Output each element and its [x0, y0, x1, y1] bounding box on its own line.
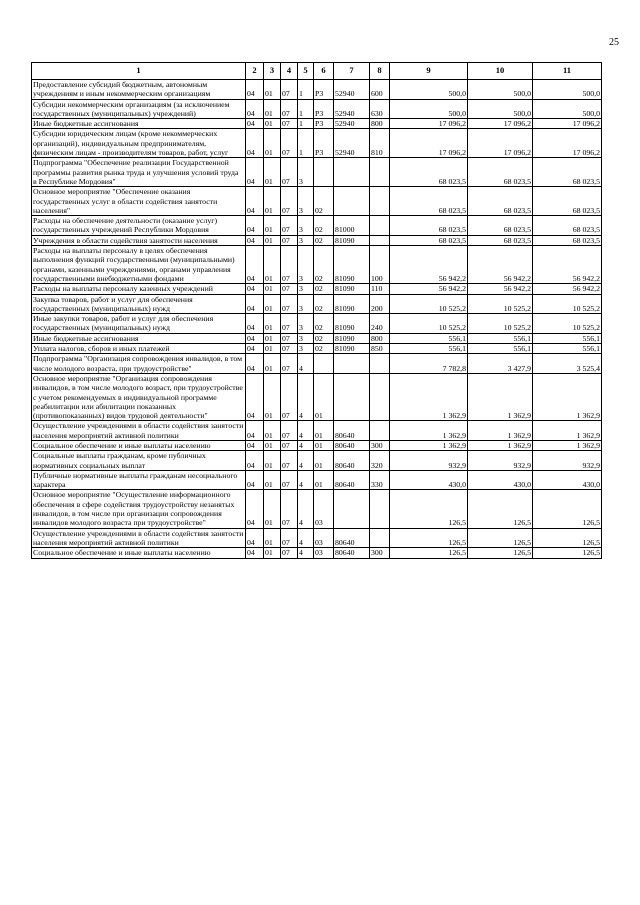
code-cell: 04 — [246, 80, 264, 100]
code-cell: 330 — [370, 470, 390, 490]
code-cell: 810 — [370, 129, 390, 158]
code-cell: 81090 — [334, 314, 370, 334]
code-cell: Р3 — [314, 99, 334, 119]
row-name-cell: Социальное обеспечение и иные выплаты населению — [32, 548, 246, 558]
code-cell: 01 — [264, 528, 281, 548]
amount-cell: 126,5 — [390, 528, 468, 548]
code-cell — [370, 158, 390, 187]
table-row — [32, 99, 602, 119]
row-name-cell: Подпрограмма "Обеспечение реализации Государственной программы развития рынка труда и улучшения условий труда в Республике Мордовия" — [32, 158, 246, 187]
amount-cell: 10 525,2 — [468, 314, 533, 334]
table-row — [32, 451, 602, 471]
amount-cell: 68 023,5 — [390, 187, 468, 216]
code-cell: 3 — [298, 187, 314, 216]
amount-cell: 126,5 — [533, 548, 602, 558]
code-cell: 52940 — [334, 119, 370, 129]
amount-cell: 1 362,9 — [533, 421, 602, 441]
code-cell — [334, 490, 370, 528]
code-cell: 52940 — [334, 80, 370, 100]
code-cell: 80640 — [334, 440, 370, 450]
code-cell: 4 — [298, 373, 314, 420]
amount-cell: 126,5 — [390, 490, 468, 528]
code-cell: 80640 — [334, 421, 370, 441]
table-row — [32, 294, 602, 314]
code-cell: 3 — [298, 284, 314, 294]
row-name-cell: Основное мероприятие "Обеспечение оказания государственных услуг в области содействия занятости населения" — [32, 187, 246, 216]
row-name-cell: Социальное обеспечение и иные выплаты населению — [32, 440, 246, 450]
column-header: 4 — [281, 63, 298, 80]
code-cell: 03 — [314, 528, 334, 548]
code-cell — [334, 187, 370, 216]
amount-cell: 1 362,9 — [390, 421, 468, 441]
code-cell — [334, 354, 370, 374]
code-cell — [370, 373, 390, 420]
amount-cell: 556,1 — [390, 344, 468, 354]
amount-cell: 126,5 — [390, 548, 468, 558]
row-name-cell: Уплата налогов, сборов и иных платежей — [32, 344, 246, 354]
code-cell: 320 — [370, 451, 390, 471]
amount-cell: 56 942,2 — [468, 246, 533, 284]
code-cell: 07 — [281, 344, 298, 354]
code-cell: 07 — [281, 470, 298, 490]
code-cell: 80640 — [334, 451, 370, 471]
amount-cell: 556,1 — [468, 333, 533, 343]
code-cell: 1 — [298, 119, 314, 129]
code-cell: 01 — [264, 216, 281, 236]
code-cell: 02 — [314, 314, 334, 334]
code-cell: 3 — [298, 314, 314, 334]
amount-cell: 68 023,5 — [533, 235, 602, 245]
code-cell: 80640 — [334, 528, 370, 548]
row-name-cell: Основное мероприятие "Организация сопровождения инвалидов, в том числе молодого возраст, при трудоустройстве с учетом рекомендуемых в индивидуальной программе реабилитации или абилитации показанных (противопоказанных) видов трудовой деятельности" — [32, 373, 246, 420]
table-row — [32, 333, 602, 343]
code-cell: 4 — [298, 440, 314, 450]
amount-cell: 1 362,9 — [390, 440, 468, 450]
column-header: 3 — [264, 63, 281, 80]
code-cell: 52940 — [334, 99, 370, 119]
code-cell: 07 — [281, 314, 298, 334]
table-row — [32, 490, 602, 528]
row-name-cell: Учреждения в области содействия занятости населения — [32, 235, 246, 245]
code-cell: 300 — [370, 440, 390, 450]
amount-cell: 126,5 — [468, 528, 533, 548]
code-cell: 04 — [246, 246, 264, 284]
code-cell: Р3 — [314, 80, 334, 100]
code-cell: 3 — [298, 216, 314, 236]
code-cell: 01 — [314, 373, 334, 420]
row-name-cell: Расходы на обеспечение деятельности (оказание услуг) государственных учреждений Республики Мордовия — [32, 216, 246, 236]
code-cell: 01 — [264, 158, 281, 187]
code-cell: Р3 — [314, 129, 334, 158]
amount-cell: 10 525,2 — [533, 294, 602, 314]
amount-cell: 1 362,9 — [468, 421, 533, 441]
amount-cell: 1 362,9 — [533, 440, 602, 450]
amount-cell: 932,9 — [468, 451, 533, 471]
page-number: 25 — [609, 37, 619, 48]
code-cell: 52940 — [334, 129, 370, 158]
code-cell: 80640 — [334, 470, 370, 490]
code-cell: 04 — [246, 470, 264, 490]
code-cell: 800 — [370, 333, 390, 343]
code-cell: 07 — [281, 421, 298, 441]
amount-cell: 500,0 — [533, 99, 602, 119]
code-cell: 3 — [298, 294, 314, 314]
amount-cell: 10 525,2 — [533, 314, 602, 334]
code-cell: 04 — [246, 373, 264, 420]
code-cell: 04 — [246, 333, 264, 343]
code-cell: 02 — [314, 294, 334, 314]
code-cell: 07 — [281, 129, 298, 158]
code-cell — [370, 187, 390, 216]
code-cell: 02 — [314, 284, 334, 294]
column-header: 8 — [370, 63, 390, 80]
code-cell: 01 — [264, 421, 281, 441]
code-cell: 07 — [281, 354, 298, 374]
code-cell: 01 — [264, 451, 281, 471]
code-cell: 01 — [264, 246, 281, 284]
code-cell: 81090 — [334, 246, 370, 284]
code-cell: 04 — [246, 129, 264, 158]
code-cell: 07 — [281, 187, 298, 216]
table-row — [32, 216, 602, 236]
code-cell: 04 — [246, 421, 264, 441]
code-cell: 04 — [246, 158, 264, 187]
amount-cell: 126,5 — [533, 528, 602, 548]
amount-cell: 17 096,2 — [533, 119, 602, 129]
table-body — [32, 80, 602, 559]
code-cell — [370, 354, 390, 374]
code-cell: 01 — [264, 333, 281, 343]
code-cell: 04 — [246, 528, 264, 548]
code-cell: 81000 — [334, 216, 370, 236]
code-cell: 4 — [298, 421, 314, 441]
table-row — [32, 548, 602, 558]
code-cell: 04 — [246, 451, 264, 471]
code-cell: 01 — [264, 80, 281, 100]
code-cell: 04 — [246, 235, 264, 245]
code-cell: 01 — [264, 490, 281, 528]
code-cell: 01 — [264, 235, 281, 245]
amount-cell: 1 362,9 — [468, 440, 533, 450]
code-cell: 07 — [281, 80, 298, 100]
code-cell: 80640 — [334, 548, 370, 558]
column-header: 10 — [468, 63, 533, 80]
code-cell: 4 — [298, 490, 314, 528]
table-row — [32, 284, 602, 294]
amount-cell: 56 942,2 — [533, 284, 602, 294]
budget-table — [31, 62, 602, 559]
row-name-cell: Расходы на выплаты персоналу в целях обеспечения выполнения функций государственными (муниципальными) органами, казенными учреждениями, органами управления государственными внебюджетными фондами — [32, 246, 246, 284]
code-cell: 01 — [264, 354, 281, 374]
amount-cell: 17 096,2 — [468, 119, 533, 129]
code-cell: 07 — [281, 294, 298, 314]
amount-cell: 430,0 — [533, 470, 602, 490]
code-cell: 07 — [281, 119, 298, 129]
code-cell: 01 — [264, 470, 281, 490]
row-name-cell: Субсидии юридическим лицам (кроме некоммерческих организаций), индивидуальным предпринимателям, физическим лицам - производителям товаров, работ, услуг — [32, 129, 246, 158]
code-cell: Р3 — [314, 119, 334, 129]
code-cell: 01 — [264, 314, 281, 334]
amount-cell: 500,0 — [533, 80, 602, 100]
row-name-cell: Предоставление субсидий бюджетным, автономным учреждениям и иным некоммерческим организациям — [32, 80, 246, 100]
table-row — [32, 528, 602, 548]
code-cell: 01 — [264, 129, 281, 158]
code-cell: 07 — [281, 99, 298, 119]
column-header: 1 — [32, 63, 246, 80]
amount-cell: 68 023,5 — [533, 216, 602, 236]
code-cell: 81090 — [334, 284, 370, 294]
code-cell: 04 — [246, 99, 264, 119]
code-cell: 4 — [298, 528, 314, 548]
table-row — [32, 119, 602, 129]
table-row — [32, 470, 602, 490]
code-cell: 07 — [281, 235, 298, 245]
code-cell: 100 — [370, 246, 390, 284]
code-cell — [370, 528, 390, 548]
code-cell: 03 — [314, 490, 334, 528]
code-cell: 4 — [298, 354, 314, 374]
row-name-cell: Осуществление учреждениями в области содействия занятости населения мероприятий активной политики — [32, 421, 246, 441]
amount-cell: 1 362,9 — [390, 373, 468, 420]
code-cell: 850 — [370, 344, 390, 354]
amount-cell: 126,5 — [468, 490, 533, 528]
amount-cell: 10 525,2 — [390, 314, 468, 334]
row-name-cell: Расходы на выплаты персоналу казенных учреждений — [32, 284, 246, 294]
amount-cell: 68 023,5 — [468, 187, 533, 216]
amount-cell: 556,1 — [533, 344, 602, 354]
code-cell: 07 — [281, 490, 298, 528]
code-cell — [334, 158, 370, 187]
amount-cell: 500,0 — [390, 99, 468, 119]
code-cell: 01 — [264, 373, 281, 420]
table-row — [32, 314, 602, 334]
amount-cell: 126,5 — [533, 490, 602, 528]
amount-cell: 3 525,4 — [533, 354, 602, 374]
amount-cell: 556,1 — [390, 333, 468, 343]
code-cell: 300 — [370, 548, 390, 558]
code-cell: 07 — [281, 440, 298, 450]
code-cell: 3 — [298, 344, 314, 354]
row-name-cell: Иные бюджетные ассигнования — [32, 119, 246, 129]
amount-cell: 1 362,9 — [533, 373, 602, 420]
row-name-cell: Осуществление учреждениями в области содействия занятости населения мероприятий активной политики — [32, 528, 246, 548]
code-cell: 02 — [314, 246, 334, 284]
code-cell: 04 — [246, 216, 264, 236]
amount-cell: 500,0 — [390, 80, 468, 100]
code-cell — [314, 158, 334, 187]
row-name-cell: Подпрограмма "Организация сопровождения инвалидов, в том числе молодого возраста, при трудоустройстве" — [32, 354, 246, 374]
amount-cell: 500,0 — [468, 99, 533, 119]
amount-cell: 10 525,2 — [390, 294, 468, 314]
amount-cell: 126,5 — [468, 548, 533, 558]
amount-cell: 68 023,5 — [468, 158, 533, 187]
code-cell: 240 — [370, 314, 390, 334]
code-cell: 3 — [298, 333, 314, 343]
table-row — [32, 129, 602, 158]
amount-cell: 17 096,2 — [390, 119, 468, 129]
amount-cell: 68 023,5 — [533, 187, 602, 216]
amount-cell: 500,0 — [468, 80, 533, 100]
row-name-cell: Иные бюджетные ассигнования — [32, 333, 246, 343]
code-cell: 04 — [246, 344, 264, 354]
code-cell: 4 — [298, 470, 314, 490]
code-cell: 630 — [370, 99, 390, 119]
column-header: 7 — [334, 63, 370, 80]
amount-cell: 68 023,5 — [390, 235, 468, 245]
code-cell — [370, 490, 390, 528]
code-cell: 04 — [246, 187, 264, 216]
row-name-cell: Иные закупки товаров, работ и услуг для обеспечения государственных (муниципальных) нужд — [32, 314, 246, 334]
table-row — [32, 158, 602, 187]
code-cell — [314, 354, 334, 374]
code-cell: 02 — [314, 344, 334, 354]
table-header-row — [32, 63, 602, 80]
code-cell: 200 — [370, 294, 390, 314]
table-row — [32, 80, 602, 100]
code-cell: 01 — [264, 99, 281, 119]
code-cell: 07 — [281, 158, 298, 187]
row-name-cell: Публичные нормативные выплаты гражданам несоциального характера — [32, 470, 246, 490]
code-cell: 1 — [298, 129, 314, 158]
code-cell: 02 — [314, 235, 334, 245]
code-cell: 04 — [246, 490, 264, 528]
amount-cell: 3 427,9 — [468, 354, 533, 374]
code-cell: 01 — [264, 294, 281, 314]
amount-cell: 10 525,2 — [468, 294, 533, 314]
code-cell: 07 — [281, 373, 298, 420]
code-cell: 3 — [298, 246, 314, 284]
code-cell: 3 — [298, 235, 314, 245]
amount-cell: 17 096,2 — [533, 129, 602, 158]
amount-cell: 56 942,2 — [468, 284, 533, 294]
code-cell: 110 — [370, 284, 390, 294]
code-cell: 3 — [298, 158, 314, 187]
code-cell: 02 — [314, 187, 334, 216]
amount-cell: 430,0 — [468, 470, 533, 490]
amount-cell: 932,9 — [533, 451, 602, 471]
row-name-cell: Закупка товаров, работ и услуг для обеспечения государственных (муниципальных) нужд — [32, 294, 246, 314]
amount-cell: 17 096,2 — [390, 129, 468, 158]
code-cell: 04 — [246, 119, 264, 129]
code-cell: 81090 — [334, 344, 370, 354]
code-cell: 04 — [246, 440, 264, 450]
column-header: 11 — [533, 63, 602, 80]
code-cell: 07 — [281, 528, 298, 548]
code-cell: 01 — [314, 421, 334, 441]
column-header: 5 — [298, 63, 314, 80]
table-row — [32, 344, 602, 354]
code-cell: 4 — [298, 451, 314, 471]
code-cell: 04 — [246, 314, 264, 334]
code-cell: 07 — [281, 548, 298, 558]
code-cell: 02 — [314, 333, 334, 343]
amount-cell: 1 362,9 — [468, 373, 533, 420]
row-name-cell: Социальные выплаты гражданам, кроме публичных нормативных социальных выплат — [32, 451, 246, 471]
code-cell: 01 — [314, 470, 334, 490]
code-cell: 01 — [264, 344, 281, 354]
amount-cell: 56 942,2 — [390, 284, 468, 294]
amount-cell: 68 023,5 — [390, 158, 468, 187]
code-cell: 04 — [246, 294, 264, 314]
code-cell: 01 — [314, 440, 334, 450]
table-row — [32, 354, 602, 374]
code-cell: 07 — [281, 216, 298, 236]
column-header: 9 — [390, 63, 468, 80]
table-row — [32, 187, 602, 216]
code-cell: 4 — [298, 548, 314, 558]
code-cell: 01 — [314, 451, 334, 471]
code-cell: 600 — [370, 80, 390, 100]
code-cell: 01 — [264, 284, 281, 294]
code-cell: 04 — [246, 354, 264, 374]
code-cell: 81090 — [334, 294, 370, 314]
code-cell — [370, 421, 390, 441]
code-cell: 07 — [281, 451, 298, 471]
table-row — [32, 373, 602, 420]
amount-cell: 56 942,2 — [533, 246, 602, 284]
amount-cell: 56 942,2 — [390, 246, 468, 284]
code-cell: 07 — [281, 284, 298, 294]
code-cell: 04 — [246, 284, 264, 294]
code-cell: 01 — [264, 187, 281, 216]
code-cell: 07 — [281, 246, 298, 284]
code-cell: 1 — [298, 80, 314, 100]
table-row — [32, 246, 602, 284]
amount-cell: 932,9 — [390, 451, 468, 471]
amount-cell: 556,1 — [533, 333, 602, 343]
code-cell: 07 — [281, 333, 298, 343]
code-cell: 800 — [370, 119, 390, 129]
table-row — [32, 421, 602, 441]
code-cell — [370, 235, 390, 245]
amount-cell: 68 023,5 — [533, 158, 602, 187]
column-header: 2 — [246, 63, 264, 80]
code-cell: 04 — [246, 548, 264, 558]
amount-cell: 68 023,5 — [468, 216, 533, 236]
column-header: 6 — [314, 63, 334, 80]
code-cell: 81090 — [334, 235, 370, 245]
table-row — [32, 235, 602, 245]
amount-cell: 556,1 — [468, 344, 533, 354]
code-cell: 01 — [264, 440, 281, 450]
code-cell: 01 — [264, 119, 281, 129]
amount-cell: 68 023,5 — [390, 216, 468, 236]
code-cell: 03 — [314, 548, 334, 558]
table-row — [32, 440, 602, 450]
code-cell — [370, 216, 390, 236]
code-cell: 01 — [264, 548, 281, 558]
row-name-cell: Субсидии некоммерческим организациям (за исключением государственных (муниципальных) учреждений) — [32, 99, 246, 119]
code-cell: 81090 — [334, 333, 370, 343]
code-cell: 1 — [298, 99, 314, 119]
code-cell: 02 — [314, 216, 334, 236]
amount-cell: 68 023,5 — [468, 235, 533, 245]
row-name-cell: Основное мероприятие "Осуществление информационного обеспечения в сфере содействия трудоустройству незанятых инвалидов, в том числе при организации сопровождения инвалидов молодого возраста при трудоустройстве" — [32, 490, 246, 528]
amount-cell: 17 096,2 — [468, 129, 533, 158]
code-cell — [334, 373, 370, 420]
amount-cell: 430,0 — [390, 470, 468, 490]
amount-cell: 7 782,8 — [390, 354, 468, 374]
